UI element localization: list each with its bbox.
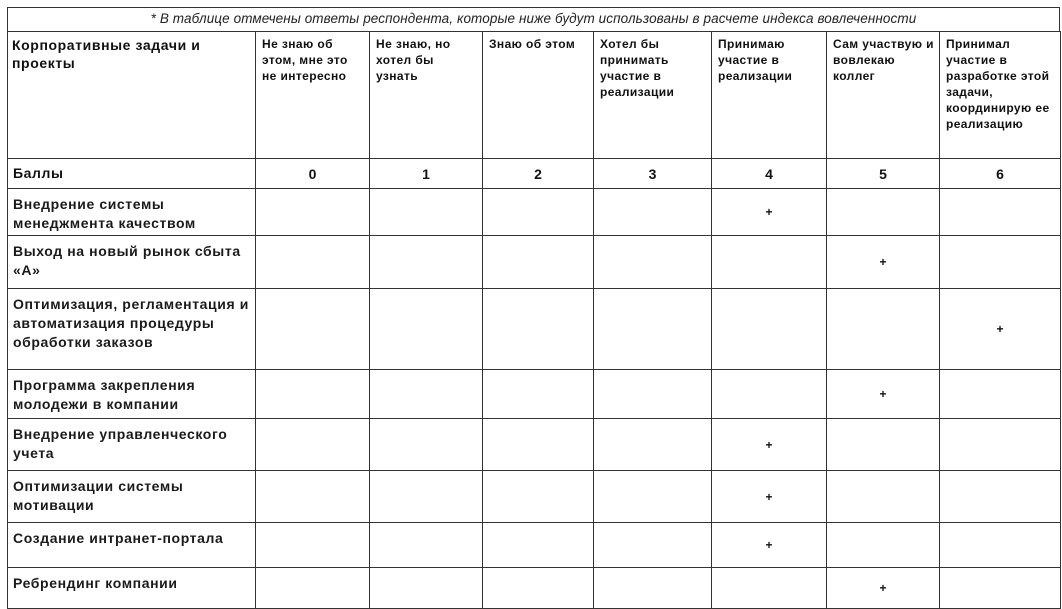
response-cell (594, 471, 712, 523)
header-row (8, 32, 1061, 159)
engagement-sheet (7, 7, 1060, 609)
table-row (8, 523, 1061, 568)
response-cell (940, 419, 1061, 471)
header-level-1: Не знаю, но хотел бы узнать (370, 32, 483, 159)
response-cell (827, 471, 940, 523)
response-cell (827, 289, 940, 370)
response-cell (483, 370, 594, 419)
response-cell (483, 471, 594, 523)
response-mark: + (940, 289, 1061, 370)
response-cell (370, 568, 483, 609)
response-cell (594, 568, 712, 609)
response-cell (256, 370, 370, 419)
header-level-5: Сам участвую и вовлекаю коллег (827, 32, 940, 159)
table-row (8, 189, 1061, 236)
response-mark: + (712, 471, 827, 523)
table-row (8, 289, 1061, 370)
table-row (8, 236, 1061, 289)
task-name: Создание интранет-портала (8, 523, 256, 568)
task-name: Программа закрепления молодежи в компании (8, 370, 256, 419)
response-mark: + (827, 568, 940, 609)
score-row (8, 159, 1061, 189)
response-mark: + (827, 236, 940, 289)
response-cell (712, 289, 827, 370)
task-name: Внедрение управленческого учета (8, 419, 256, 471)
response-cell (594, 289, 712, 370)
response-cell (594, 370, 712, 419)
response-cell (483, 419, 594, 471)
response-cell (483, 236, 594, 289)
score-1: 1 (370, 159, 483, 189)
table-row (8, 568, 1061, 609)
header-level-2: Знаю об этом (483, 32, 594, 159)
response-cell (827, 189, 940, 236)
response-mark: + (827, 370, 940, 419)
score-5: 5 (827, 159, 940, 189)
task-name: Оптимизация, регламентация и автоматизация процедуры обработки заказов (8, 289, 256, 370)
response-cell (370, 189, 483, 236)
response-cell (594, 189, 712, 236)
header-level-6: Принимал участие в разработке этой задачи, координирую ее реализацию (940, 32, 1061, 159)
header-level-4: Принимаю участие в реализации (712, 32, 827, 159)
score-0: 0 (256, 159, 370, 189)
response-cell (940, 568, 1061, 609)
response-cell (256, 189, 370, 236)
response-cell (370, 289, 483, 370)
task-name: Внедрение системы менеджмента качеством (8, 189, 256, 236)
score-4: 4 (712, 159, 827, 189)
score-2: 2 (483, 159, 594, 189)
response-mark: + (712, 189, 827, 236)
response-cell (256, 236, 370, 289)
task-rows (8, 189, 1061, 609)
response-cell (594, 236, 712, 289)
response-cell (370, 523, 483, 568)
table-row (8, 370, 1061, 419)
response-cell (256, 289, 370, 370)
response-cell (827, 419, 940, 471)
response-cell (712, 370, 827, 419)
response-cell (483, 289, 594, 370)
response-cell (483, 523, 594, 568)
response-cell (594, 419, 712, 471)
header-tasks: Корпоративные задачи и проекты (8, 32, 256, 159)
task-name: Ребрендинг компании (8, 568, 256, 609)
response-cell (370, 419, 483, 471)
response-cell (256, 568, 370, 609)
response-cell (940, 471, 1061, 523)
table-row (8, 419, 1061, 471)
response-cell (940, 189, 1061, 236)
score-label: Баллы (8, 159, 256, 189)
table-footnote: * В таблице отмечены ответы респондента, которые ниже будут использованы в расчете индекса вовлеченности (7, 7, 1060, 31)
response-cell (256, 471, 370, 523)
engagement-table (7, 31, 1061, 609)
response-cell (370, 370, 483, 419)
score-6: 6 (940, 159, 1061, 189)
response-cell (256, 419, 370, 471)
response-cell (370, 236, 483, 289)
response-mark: + (712, 523, 827, 568)
response-cell (940, 370, 1061, 419)
response-cell (827, 523, 940, 568)
response-cell (483, 189, 594, 236)
header-level-0: Не знаю об этом, мне это не интересно (256, 32, 370, 159)
header-level-3: Хотел бы принимать участие в реализации (594, 32, 712, 159)
task-name: Выход на новый рынок сбыта «А» (8, 236, 256, 289)
table-row (8, 471, 1061, 523)
response-cell (940, 236, 1061, 289)
response-cell (594, 523, 712, 568)
response-mark: + (712, 419, 827, 471)
response-cell (712, 568, 827, 609)
response-cell (370, 471, 483, 523)
response-cell (940, 523, 1061, 568)
response-cell (483, 568, 594, 609)
response-cell (712, 236, 827, 289)
response-cell (256, 523, 370, 568)
score-3: 3 (594, 159, 712, 189)
task-name: Оптимизации системы мотивации (8, 471, 256, 523)
